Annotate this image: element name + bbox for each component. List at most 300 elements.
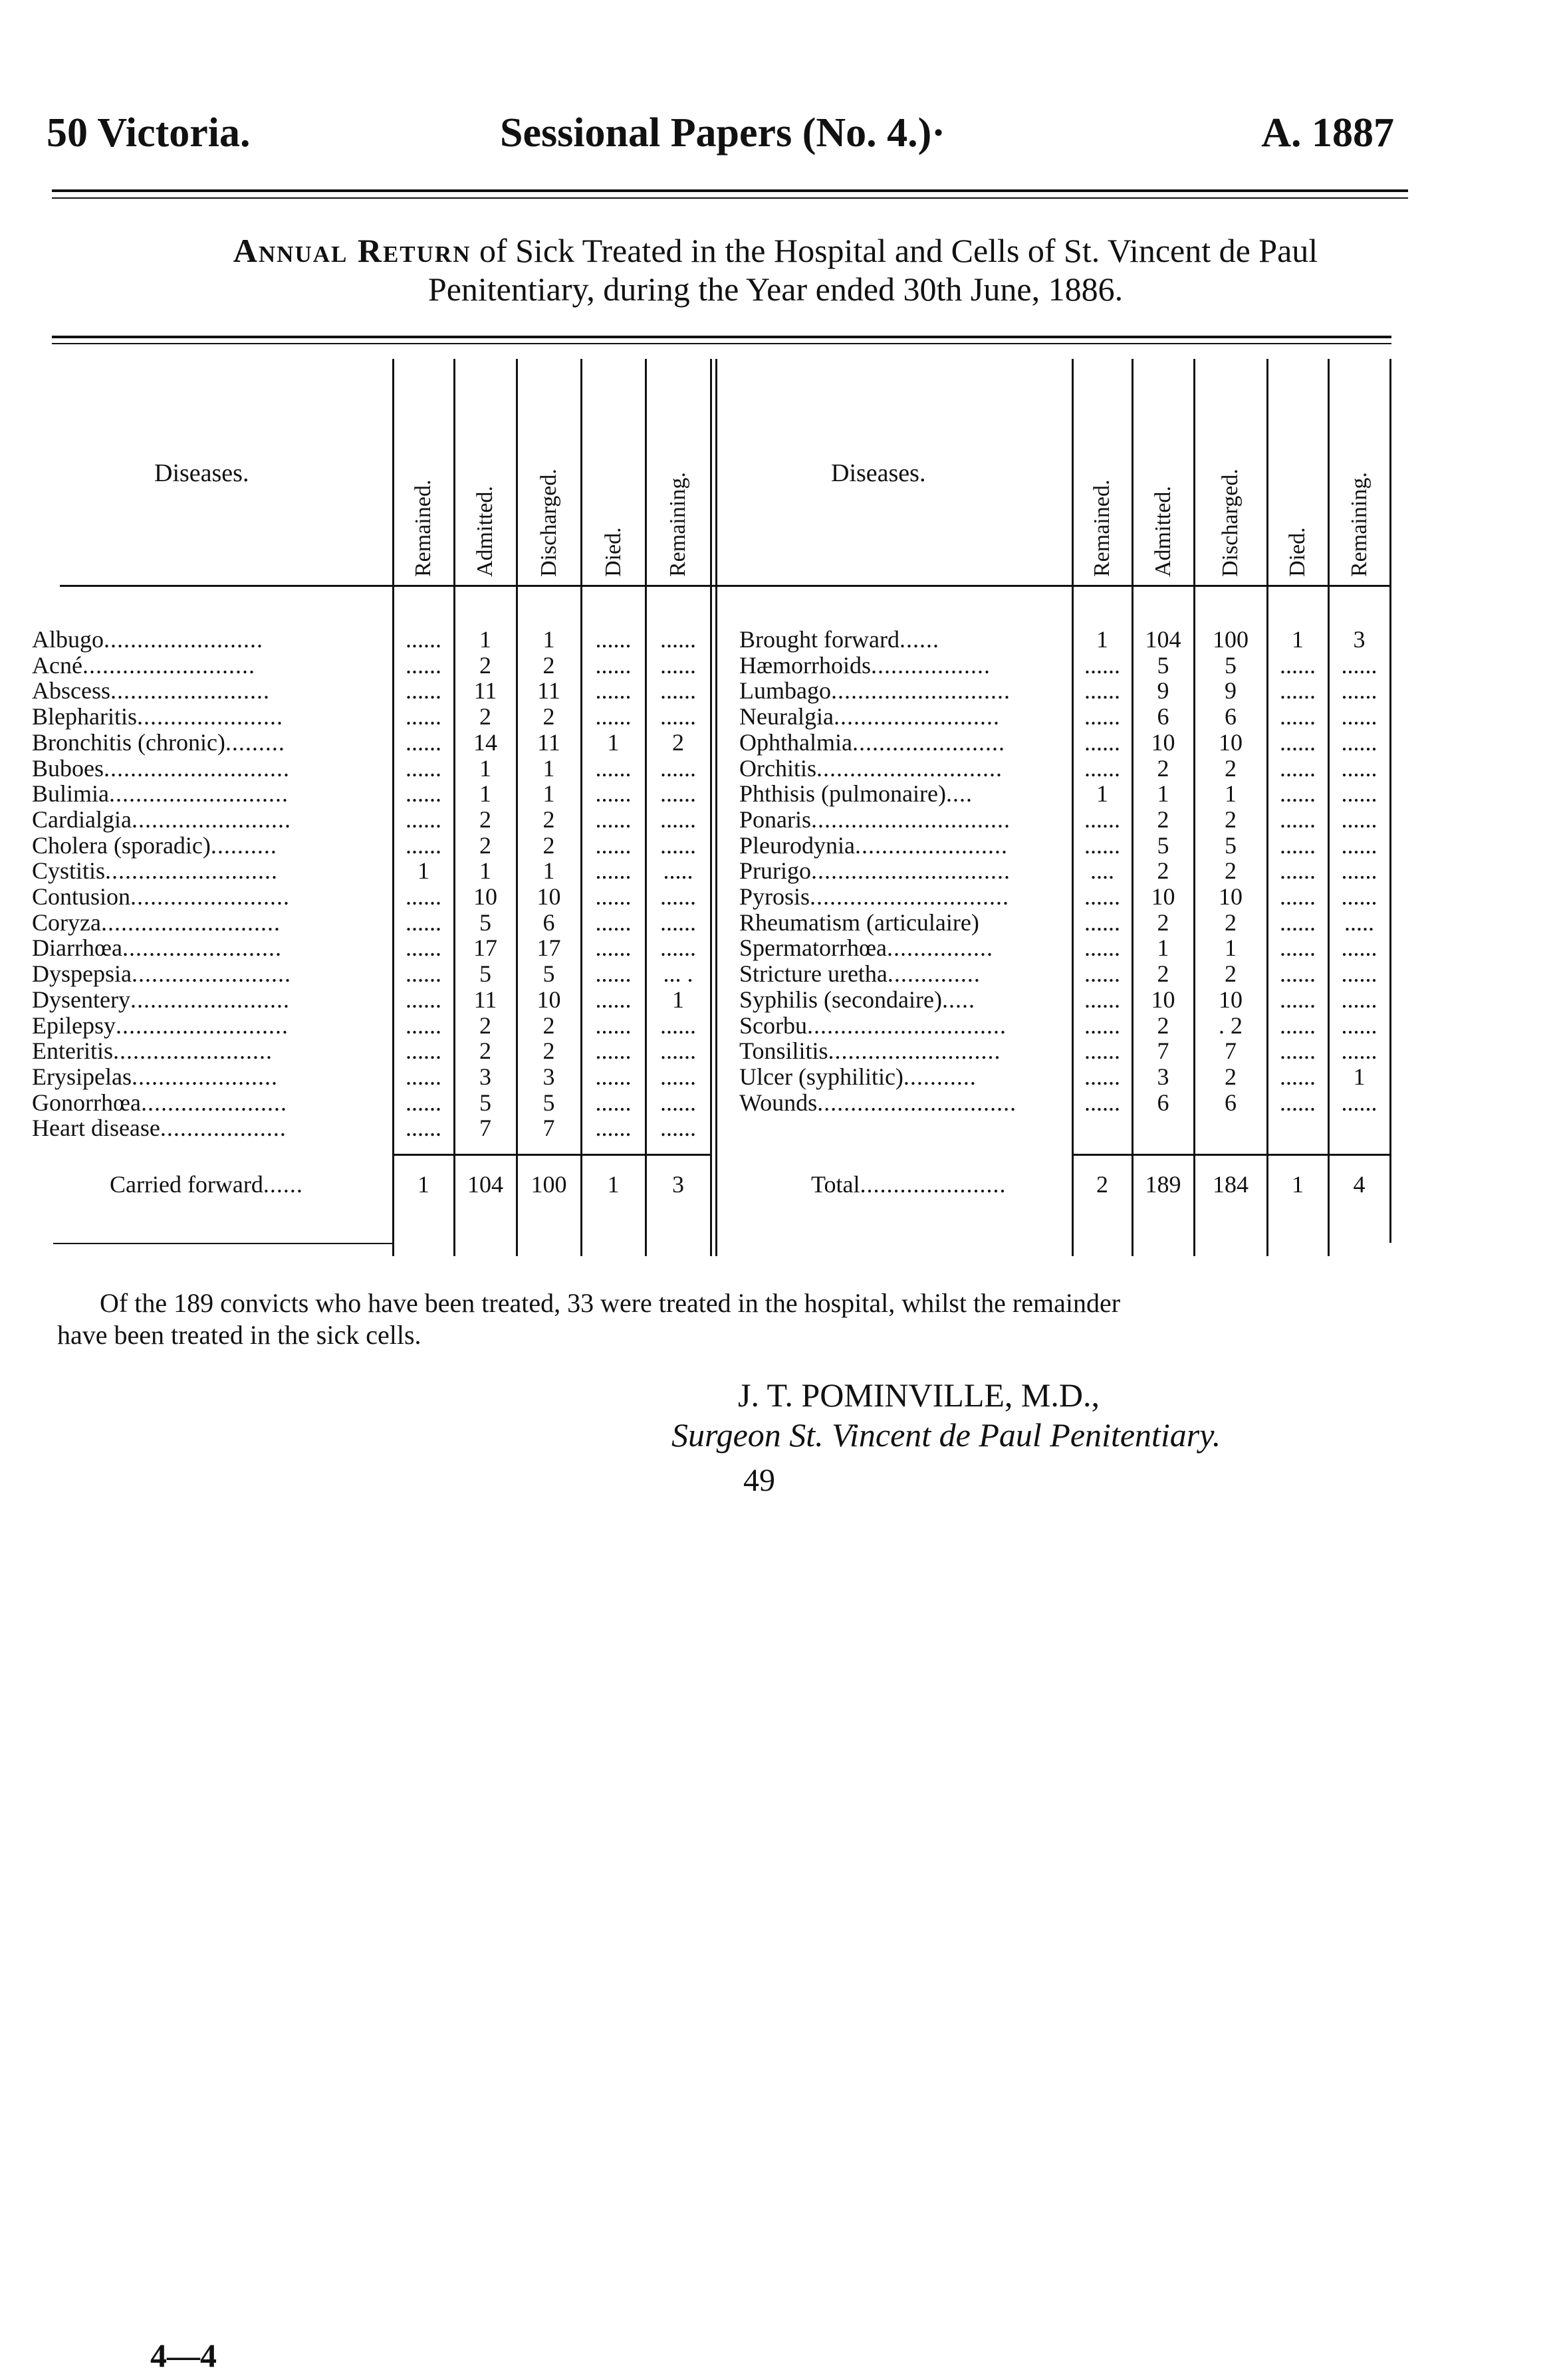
table-row-right-name <box>739 960 1069 987</box>
table-cell-left-discharged: 2 <box>542 806 555 833</box>
table-cell-right-remained: 1 <box>1096 626 1108 653</box>
disease-name: Blepharitis <box>32 703 137 730</box>
table-cell-left-remaining: ...... <box>660 1089 696 1116</box>
table-row-left-name <box>32 1012 391 1039</box>
table-cell-right-discharged: 9 <box>1225 677 1237 704</box>
table-cell-left-remaining: ... . <box>663 960 693 988</box>
table-cell-right-remaining: ...... <box>1341 703 1377 730</box>
dot-leader: .......................... <box>105 857 279 885</box>
table-cell-right-died: ...... <box>1280 883 1316 910</box>
table-cell-right-remained: ...... <box>1084 934 1120 962</box>
disease-name: Brought forward <box>739 626 899 653</box>
table-cell-left-remaining: ...... <box>660 703 696 730</box>
disease-name: Dysentery <box>32 986 130 1013</box>
table-cell-right-remaining: ...... <box>1341 831 1377 859</box>
totals-rule <box>1072 1154 1391 1156</box>
table-cell-left-remained: ...... <box>406 1063 441 1090</box>
table-cell-left-remaining: 1 <box>672 986 684 1013</box>
table-cell-left-discharged: 5 <box>542 960 555 988</box>
table-row-right-name <box>739 1012 1069 1039</box>
dot-leader: ........................ <box>130 883 291 910</box>
table-total-left-admitted: 104 <box>467 1171 503 1198</box>
table-cell-right-remained: ...... <box>1084 677 1120 704</box>
dot-leader: .......................... <box>82 651 255 679</box>
table-row-left-name <box>32 677 391 704</box>
table-cell-right-remained: ...... <box>1084 651 1120 679</box>
table-cell-left-died: ...... <box>595 1115 632 1142</box>
table-cell-left-discharged: 10 <box>537 883 561 910</box>
table-cell-left-remained: ...... <box>406 754 441 782</box>
table-row-left-name <box>32 703 391 730</box>
column-header-left-died: Died. <box>600 527 626 577</box>
column-rule <box>580 359 582 1256</box>
table-cell-right-admitted: 1 <box>1157 934 1169 962</box>
column-header-right-admitted: Admitted. <box>1150 486 1175 577</box>
table-cell-left-died: ...... <box>595 1037 632 1065</box>
table-total-left-discharged: 100 <box>531 1171 567 1198</box>
column-header-left-admitted: Admitted. <box>473 486 497 577</box>
diseases-header-right: Diseases. <box>831 459 926 487</box>
header-underline <box>60 585 1389 587</box>
disease-name: Cystitis <box>32 857 106 885</box>
table-cell-right-remaining: ...... <box>1341 883 1377 910</box>
table-cell-left-died: ...... <box>595 651 632 679</box>
dot-leader: ...................... <box>860 1171 1007 1198</box>
disease-name: Acné <box>32 651 82 679</box>
table-cell-left-discharged: 2 <box>542 1012 555 1039</box>
table-cell-right-admitted: 10 <box>1151 883 1175 910</box>
table-cell-right-died: ...... <box>1280 986 1316 1013</box>
table-cell-left-remaining: ...... <box>660 780 696 808</box>
column-rule <box>1132 359 1133 1256</box>
disease-name: Rheumatism (articulaire) <box>739 909 979 936</box>
table-cell-left-admitted: 5 <box>479 1089 491 1116</box>
table-cell-left-admitted: 14 <box>473 728 497 756</box>
header-center: Sessional Papers (No. 4.)· <box>500 110 945 156</box>
table-cell-left-remaining: 2 <box>672 728 684 756</box>
dot-leader: .............................. <box>810 883 1010 910</box>
table-cell-right-remained: ...... <box>1084 728 1120 756</box>
disease-name: Lumbago <box>739 677 831 704</box>
table-cell-left-admitted: 11 <box>473 986 497 1013</box>
table-cell-left-remained: ...... <box>406 1037 441 1065</box>
dot-leader: ........... <box>903 1063 977 1090</box>
column-header-right-remaining: Remaining. <box>1346 472 1372 577</box>
dot-leader: .......................... <box>115 1012 289 1039</box>
table-cell-left-admitted: 2 <box>479 651 491 679</box>
table-cell-right-discharged: 7 <box>1225 1037 1237 1065</box>
dot-leader: ........................ <box>110 677 270 704</box>
table-cell-right-remained: ...... <box>1084 754 1120 782</box>
disease-name: Syphilis (secondaire) <box>739 986 942 1013</box>
dot-leader: ...... <box>899 626 939 653</box>
disease-name: Coryza <box>32 909 101 936</box>
dot-leader: .............. <box>887 960 981 988</box>
table-cell-left-died: ...... <box>595 626 632 653</box>
table-row-right-name <box>739 806 1069 833</box>
table-cell-right-admitted: 2 <box>1157 806 1169 833</box>
table-row-right-name <box>739 986 1069 1013</box>
dot-leader: ...................... <box>136 703 283 730</box>
disease-name: Enteritis <box>32 1037 113 1065</box>
table-cell-left-died: ...... <box>595 1012 632 1039</box>
disease-name: Albugo <box>32 626 104 653</box>
table-cell-right-remaining: ..... <box>1344 909 1374 936</box>
disease-name: Epilepsy <box>32 1012 116 1039</box>
table-row-right-name <box>739 1063 1069 1090</box>
table-cell-left-remained: ...... <box>406 780 441 808</box>
table-cell-left-admitted: 10 <box>473 883 497 910</box>
table-cell-left-died: ...... <box>595 857 632 885</box>
total-label: Total <box>811 1171 860 1198</box>
disease-name: Ponaris <box>739 806 811 833</box>
dot-leader: ................ <box>886 934 993 962</box>
table-cell-left-admitted: 17 <box>473 934 497 962</box>
table-cell-right-remaining: ...... <box>1341 728 1377 756</box>
disease-name: Erysipelas <box>32 1063 132 1090</box>
sheet-number: 4—4 <box>150 2337 217 2374</box>
table-row-right-name <box>739 883 1069 910</box>
table-cell-right-remained: .... <box>1090 857 1114 885</box>
table-row-left-name <box>32 832 391 859</box>
table-cell-left-died: ...... <box>595 1089 632 1116</box>
dot-leader: ............................ <box>104 754 290 782</box>
dot-leader: ...... <box>263 1171 303 1198</box>
dot-leader: ........................... <box>109 780 289 808</box>
diseases-header-left: Diseases. <box>154 459 249 487</box>
table-row-right-name <box>739 1037 1069 1064</box>
table-cell-right-admitted: 2 <box>1157 960 1169 988</box>
table-cell-left-admitted: 1 <box>479 857 491 885</box>
disease-name: Contusion <box>32 883 131 910</box>
table-cell-left-admitted: 5 <box>479 909 491 936</box>
table-cell-right-discharged: 2 <box>1225 754 1237 782</box>
column-rule <box>392 359 394 1256</box>
table-total-right-died: 1 <box>1292 1171 1304 1198</box>
table-cell-right-discharged: . 2 <box>1219 1012 1243 1039</box>
table-cell-left-admitted: 2 <box>479 703 491 730</box>
table-row-right-name <box>739 729 1069 756</box>
table-cell-right-discharged: 10 <box>1219 986 1243 1013</box>
table-cell-left-remaining: ...... <box>660 651 696 679</box>
table-cell-left-discharged: 2 <box>542 1037 555 1065</box>
dot-leader: .............................. <box>817 1089 1017 1116</box>
table-cell-left-remaining: ...... <box>660 934 696 962</box>
dot-leader: ........................... <box>100 909 281 936</box>
table-cell-right-discharged: 6 <box>1225 1089 1237 1116</box>
dot-leader: .......................... <box>828 1037 1001 1065</box>
table-cell-left-remaining: ...... <box>660 1115 696 1142</box>
table-cell-left-discharged: 6 <box>542 909 555 936</box>
table-cell-right-died: ...... <box>1280 806 1316 833</box>
table-cell-left-remained: ...... <box>406 806 441 833</box>
dot-leader: ................... <box>160 1115 287 1142</box>
column-rule <box>1389 359 1391 1243</box>
table-cell-left-remained: ...... <box>406 960 441 988</box>
table-cell-right-admitted: 2 <box>1157 1012 1169 1039</box>
table-cell-left-remained: ...... <box>406 1115 441 1142</box>
totals-rule <box>392 1154 711 1156</box>
dot-leader: ........................ <box>130 986 290 1013</box>
table-cell-left-died: 1 <box>607 728 620 756</box>
total-label: Carried forward <box>110 1171 263 1198</box>
table-cell-right-remaining: ...... <box>1341 651 1377 679</box>
table-cell-right-died: ...... <box>1280 857 1316 885</box>
column-header-left-discharged: Discharged. <box>536 469 561 577</box>
table-cell-right-remained: ...... <box>1084 986 1120 1013</box>
table-row-right-name <box>739 626 1069 653</box>
table-total-right-admitted: 189 <box>1145 1171 1181 1198</box>
table-cell-right-remaining: ...... <box>1341 1037 1377 1065</box>
table-cell-left-died: ...... <box>595 780 632 808</box>
table-cell-right-died: ...... <box>1280 703 1316 730</box>
table-cell-left-admitted: 2 <box>479 806 491 833</box>
table-total-left-died: 1 <box>607 1171 620 1198</box>
dot-leader: ....................... <box>854 831 1008 859</box>
table-cell-left-discharged: 11 <box>537 677 560 704</box>
table-cell-left-remained: ...... <box>406 883 441 910</box>
disease-name: Orchitis <box>739 754 816 782</box>
table-row-left-name <box>32 1115 391 1141</box>
column-rule <box>1072 359 1074 1256</box>
table-cell-left-remained: ...... <box>406 831 441 859</box>
table-cell-right-remaining: ...... <box>1341 677 1377 704</box>
table-row-left-name <box>32 934 391 961</box>
disease-name: Hæmorrhoids <box>739 651 871 679</box>
table-cell-left-discharged: 1 <box>542 626 555 653</box>
table-total-right-discharged: 184 <box>1213 1171 1249 1198</box>
table-cell-right-admitted: 7 <box>1157 1037 1169 1065</box>
column-header-right-discharged: Discharged. <box>1218 469 1243 577</box>
table-cell-right-discharged: 2 <box>1225 806 1237 833</box>
table-cell-left-discharged: 1 <box>542 857 555 885</box>
column-header-right-died: Died. <box>1285 527 1310 577</box>
dot-leader: .................. <box>871 651 991 679</box>
table-row-right-name <box>739 934 1069 961</box>
table-cell-right-discharged: 2 <box>1225 909 1237 936</box>
table-cell-right-remaining: ...... <box>1341 934 1377 962</box>
table-cell-right-admitted: 2 <box>1157 909 1169 936</box>
table-cell-right-remained: ...... <box>1084 960 1120 988</box>
table-cell-left-died: ...... <box>595 934 632 962</box>
column-rule <box>1266 359 1268 1256</box>
disease-name: Neuralgia <box>739 703 834 730</box>
table-cell-right-died: ...... <box>1280 909 1316 936</box>
table-cell-left-admitted: 1 <box>479 626 491 653</box>
table-cell-right-discharged: 5 <box>1225 651 1237 679</box>
table-cell-right-admitted: 3 <box>1157 1063 1169 1090</box>
table-cell-left-discharged: 1 <box>542 754 555 782</box>
disease-name: Dyspepsia <box>32 960 132 988</box>
table-cell-left-discharged: 5 <box>542 1089 555 1116</box>
dot-leader: ......... <box>225 728 285 756</box>
table-cell-left-remaining: ..... <box>663 857 693 885</box>
table-cell-left-remaining: ...... <box>660 1037 696 1065</box>
disease-name: Ophthalmia <box>739 728 852 756</box>
table-row-left-name <box>32 755 391 782</box>
dot-leader: .......... <box>210 831 277 859</box>
table-cell-left-remaining: ...... <box>660 831 696 859</box>
table-cell-right-discharged: 1 <box>1225 780 1237 808</box>
column-rule <box>645 359 647 1256</box>
table-cell-left-remaining: ...... <box>660 1012 696 1039</box>
dot-leader: ........................ <box>122 934 282 962</box>
dot-leader: ..... <box>941 986 975 1013</box>
disease-name: Pleurodynia <box>739 831 855 859</box>
table-cell-left-died: ...... <box>595 677 632 704</box>
table-cell-right-discharged: 2 <box>1225 1063 1237 1090</box>
table-cell-left-died: ...... <box>595 1063 632 1090</box>
table-cell-right-remained: ...... <box>1084 883 1120 910</box>
table-cell-left-died: ...... <box>595 986 632 1013</box>
table-cell-right-died: ...... <box>1280 960 1316 988</box>
dot-leader: ........................... <box>830 677 1011 704</box>
table-cell-left-died: ...... <box>595 703 632 730</box>
dot-leader: ...................... <box>131 1063 278 1090</box>
table-bottom-rule <box>53 1243 392 1244</box>
dot-leader: ........................ <box>131 806 291 833</box>
dot-leader: ...................... <box>140 1089 287 1116</box>
table-row-left-name <box>32 652 391 679</box>
table-cell-right-admitted: 2 <box>1157 754 1169 782</box>
table-row-left-name <box>32 960 391 987</box>
disease-name: Stricture uretha <box>739 960 888 988</box>
table-cell-right-died: ...... <box>1280 651 1316 679</box>
table-cell-left-remained: ...... <box>406 651 441 679</box>
dot-leader: ........................ <box>131 960 291 988</box>
table-cell-left-remained: ...... <box>406 728 441 756</box>
table-row-right-name <box>739 677 1069 704</box>
disease-name: Cardialgia <box>32 806 132 833</box>
table-cell-left-admitted: 3 <box>479 1063 491 1090</box>
table-cell-left-remained: ...... <box>406 934 441 962</box>
table-cell-right-discharged: 2 <box>1225 960 1237 988</box>
table-row-left-name <box>32 909 391 936</box>
disease-name: Buboes <box>32 754 104 782</box>
table-cell-left-remained: ...... <box>406 1012 441 1039</box>
table-cell-left-discharged: 17 <box>537 934 561 962</box>
header-right: A. 1887 <box>1261 110 1394 156</box>
table-cell-right-remained: ...... <box>1084 703 1120 730</box>
table-row-left-name <box>32 806 391 833</box>
table-row-left-name <box>32 1037 391 1064</box>
table-cell-right-remaining: 3 <box>1353 626 1366 653</box>
table-cell-right-died: ...... <box>1280 728 1316 756</box>
table-cell-right-remained: ...... <box>1084 1012 1120 1039</box>
table-row-right-name <box>739 755 1069 782</box>
table-cell-left-remaining: ...... <box>660 626 696 653</box>
disease-name: Cholera (sporadic) <box>32 831 211 859</box>
table-row-right-name <box>739 909 1069 936</box>
table-total-right-remaining: 4 <box>1353 1171 1366 1198</box>
dot-leader: .............................. <box>811 806 1011 833</box>
dot-leader: .............................. <box>807 1012 1007 1039</box>
column-header-left-remained: Remained. <box>411 479 435 577</box>
table-cell-left-admitted: 2 <box>479 1012 491 1039</box>
table-cell-right-died: ...... <box>1280 1063 1316 1090</box>
table-cell-left-remaining: ...... <box>660 677 696 704</box>
table-cell-left-discharged: 2 <box>542 703 555 730</box>
dot-leader: .... <box>945 780 973 808</box>
table-cell-right-remaining: 1 <box>1353 1063 1366 1090</box>
disease-name: Abscess <box>32 677 110 704</box>
table-cell-right-discharged: 5 <box>1225 831 1237 859</box>
column-rule <box>1193 359 1195 1256</box>
center-rule <box>715 359 717 1256</box>
table-cell-right-admitted: 6 <box>1157 703 1169 730</box>
table-cell-right-discharged: 1 <box>1225 934 1237 962</box>
table-cell-right-admitted: 6 <box>1157 1089 1169 1116</box>
table-cell-right-admitted: 10 <box>1151 986 1175 1013</box>
column-rule <box>516 359 518 1256</box>
table-cell-left-discharged: 11 <box>537 728 560 756</box>
table-cell-left-admitted: 2 <box>479 1037 491 1065</box>
table-cell-left-admitted: 5 <box>479 960 491 988</box>
footnote-line-1: Of the 189 convicts who have been treated, 33 were treated in the hospital, whilst the remainder <box>100 1288 1121 1318</box>
table-cell-left-admitted: 1 <box>479 780 491 808</box>
table-cell-right-died: ...... <box>1280 1037 1316 1065</box>
disease-name: Prurigo <box>739 857 811 885</box>
table-cell-right-remained: ...... <box>1084 1089 1120 1116</box>
disease-name: Heart disease <box>32 1115 160 1142</box>
table-cell-right-discharged: 10 <box>1219 883 1243 910</box>
table-cell-left-died: ...... <box>595 754 632 782</box>
signature-title: Surgeon St. Vincent de Paul Penitentiary. <box>671 1416 1221 1454</box>
title-line-1-rest: of Sick Treated in the Hospital and Cells of St. Vincent de Paul <box>471 232 1318 269</box>
table-cell-right-remained: ...... <box>1084 909 1120 936</box>
disease-name: Spermatorrhœa <box>739 934 887 962</box>
table-cell-left-remained: 1 <box>418 857 429 885</box>
table-row-left-name <box>32 883 391 910</box>
table-cell-right-remaining: ...... <box>1341 754 1377 782</box>
disease-name: Ulcer (syphilitic) <box>739 1063 903 1090</box>
table-row-left-name <box>32 729 391 756</box>
disease-name: Scorbu <box>739 1012 807 1039</box>
table-cell-right-admitted: 10 <box>1151 728 1175 756</box>
table-cell-right-died: ...... <box>1280 754 1316 782</box>
column-rule <box>1328 359 1330 1256</box>
table-cell-left-admitted: 11 <box>473 677 497 704</box>
table-cell-left-admitted: 7 <box>479 1115 491 1142</box>
table-cell-left-remained: ...... <box>406 986 441 1013</box>
table-cell-left-remaining: ...... <box>660 754 696 782</box>
table-cell-left-died: ...... <box>595 909 632 936</box>
table-cell-right-remaining: ...... <box>1341 857 1377 885</box>
table-cell-right-remained: 1 <box>1096 780 1108 808</box>
table-cell-right-discharged: 100 <box>1213 626 1249 653</box>
table-total-left-remaining: 3 <box>672 1171 684 1198</box>
table-cell-right-died: 1 <box>1292 626 1304 653</box>
title-smallcaps: Annual Return <box>233 232 471 269</box>
table-row-left-name <box>32 1063 391 1090</box>
table-cell-right-remained: ...... <box>1084 831 1120 859</box>
table-row-left-name <box>32 857 391 884</box>
header-left: 50 Victoria. <box>47 110 251 156</box>
table-cell-left-discharged: 2 <box>542 651 555 679</box>
disease-name: Gonorrhœa <box>32 1089 141 1116</box>
table-row-right-name <box>739 652 1069 679</box>
table-row-right-name <box>739 1089 1069 1116</box>
disease-name: Bulimia <box>32 780 109 808</box>
column-header-left-remaining: Remaining. <box>665 472 690 577</box>
page-number: 49 <box>743 1463 775 1498</box>
table-cell-left-remained: ...... <box>406 626 441 653</box>
table-cell-right-remaining: ...... <box>1341 780 1377 808</box>
table-cell-right-admitted: 9 <box>1157 677 1169 704</box>
table-cell-left-remaining: ...... <box>660 883 696 910</box>
disease-name: Tonsilitis <box>739 1037 828 1065</box>
table-cell-right-died: ...... <box>1280 780 1316 808</box>
